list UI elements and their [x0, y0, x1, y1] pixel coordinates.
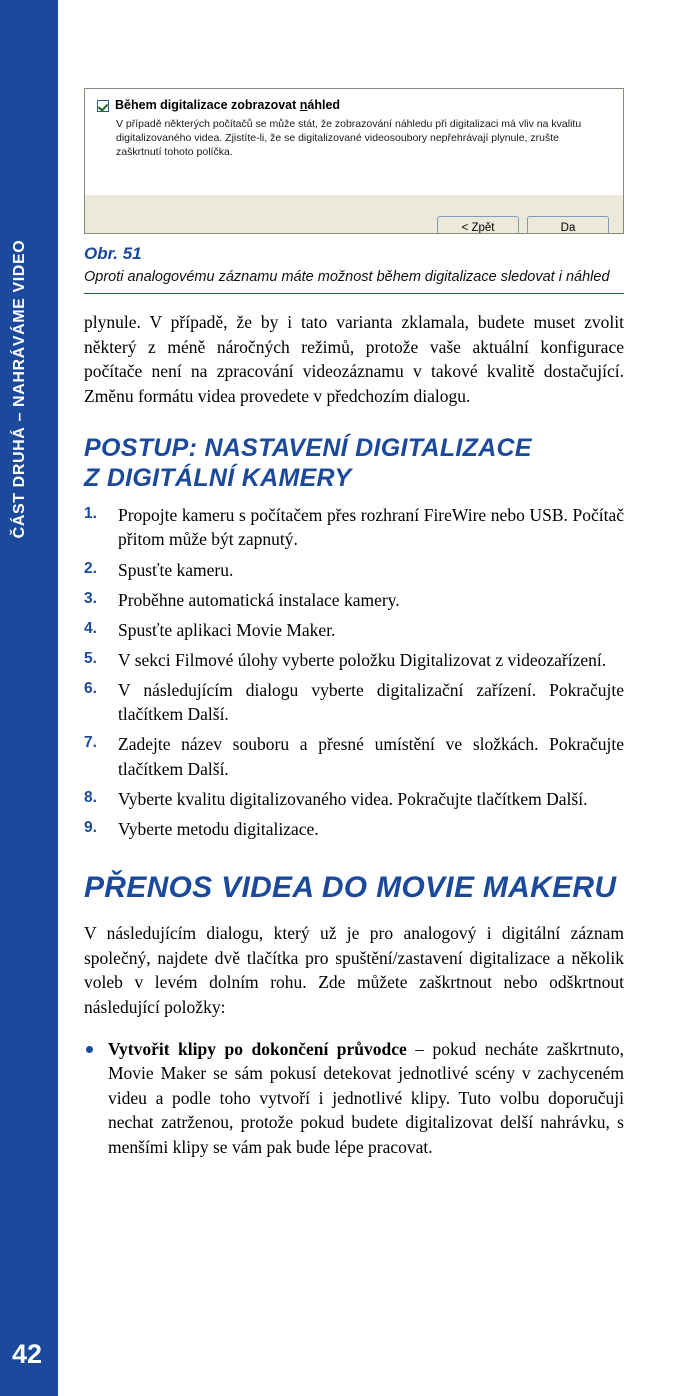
list-item: [84, 558, 624, 582]
step-text: V sekci Filmové úlohy vyberte položku Digitalizovat z videozařízení.: [118, 649, 607, 670]
list-item: [84, 503, 624, 551]
list-item: [84, 588, 624, 612]
list-item: [84, 678, 624, 726]
section-heading-line-2: Z DIGITÁLNÍ KAMERY: [84, 463, 352, 492]
dialog-description: V případě některých počítačů se může stát, že zobrazování náhledu při digitalizaci má vliv na kvalitu digitalizovaného videa. Zjistíte-li, že se digitalizované videosoubory nepřehrávají plynule, zrušte zaškrtnutí tohoto políčka.: [116, 118, 582, 159]
step-number: 1.: [84, 505, 97, 523]
step-number: 3.: [84, 589, 97, 607]
step-number: 8.: [84, 788, 97, 806]
step-text: Vyberte kvalitu digitalizovaného videa. Pokračujte tlačítkem Další.: [118, 788, 588, 809]
step-text: Propojte kameru s počítačem přes rozhraní FireWire nebo USB. Počítač přitom může být zapnutý.: [118, 505, 624, 550]
step-number: 6.: [84, 680, 97, 698]
step-number: 9.: [84, 818, 97, 836]
list-item: [84, 618, 624, 642]
figure-screenshot: [84, 88, 624, 234]
step-text: Vyberte metodu digitalizace.: [118, 818, 319, 839]
step-text: Spusťte aplikaci Movie Maker.: [118, 619, 336, 640]
checkbox-label-before: Během digitalizace zobrazovat: [115, 98, 300, 112]
list-item: [84, 817, 624, 841]
step-text: Proběhne automatická instalace kamery.: [118, 589, 400, 610]
dialog-button-bar: [85, 195, 623, 233]
list-item: [84, 1037, 624, 1160]
step-number: 4.: [84, 619, 97, 637]
body-paragraph-1: plynule. V případě, že by i tato varianta zklamala, budete muset zvolit některý z méně náročných režimů, protože vaše aktuální konfigurace počítače není na zpracování videozáznamu v takové kvalitě dostačující. Změnu formátu videa provedete v předchozím dialogu.: [84, 312, 624, 406]
list-item: [84, 787, 624, 811]
running-title: ČÁST DRUHÁ – NAHRÁVÁME VIDEO: [11, 239, 28, 539]
body-paragraph-2: V následujícím dialogu, který už je pro analogový i digitální záznam společný, najdete dvě tlačítka pro spuštění/zastavení digitalizace a několik voleb v levém dolním rohu. Zde můžete zaškrtnout nebo odškrtnout následující položky:: [84, 923, 624, 1017]
checkbox-icon[interactable]: [97, 100, 109, 112]
next-button[interactable]: Da: [527, 216, 609, 234]
checkbox-label-after: áhled: [307, 98, 341, 112]
dialog-panel: [85, 89, 623, 196]
checkbox-label-accesskey: n: [299, 98, 308, 112]
figure-caption-text: Oproti analogovému záznamu máte možnost během digitalizace sledovat i náhled: [84, 268, 624, 294]
step-text: V následujícím dialogu vyberte digitalizační zařízení. Pokračujte tlačítkem Další.: [118, 680, 624, 725]
list-item: [84, 648, 624, 672]
page-number: 42: [12, 1339, 43, 1369]
page-content: [84, 0, 624, 1159]
step-number: 7.: [84, 734, 97, 752]
preview-checkbox-label: [115, 98, 340, 112]
list-item: [84, 732, 624, 780]
step-number: 5.: [84, 649, 97, 667]
back-button[interactable]: < Zpět: [437, 216, 519, 234]
section-heading-line-1: POSTUP: NASTAVENÍ DIGITALIZACE: [84, 434, 532, 463]
sidebar: [0, 0, 58, 1396]
steps-list: [84, 503, 624, 841]
chapter-heading: PŘENOS VIDEA DO MOVIE MAKERU: [84, 870, 617, 904]
bullet-text: – pokud necháte zaškrtnuto, Movie Maker se sám pokusí detekovat jednotlivé scény v zachyceném videu a podle toho vytvoří i jednotlivé klipy. Tuto volbu doporučuji nechat zatrženou, protože pokud budete digitalizovat delší nahrávku, s menšími klipy se vám pak bude lépe pracovat.: [108, 1038, 624, 1157]
bullet-lead: Vytvořit klipy po dokončení průvodce: [108, 1038, 407, 1059]
section-heading: [84, 434, 624, 493]
bullet-dot-icon: [86, 1046, 93, 1053]
preview-checkbox-row[interactable]: [97, 98, 611, 112]
figure-caption-number: Obr. 51: [84, 244, 142, 263]
step-text: Zadejte název souboru a přesné umístění ve složkách. Pokračujte tlačítkem Další.: [118, 734, 624, 779]
step-number: 2.: [84, 559, 97, 577]
bullet-list: [84, 1037, 624, 1160]
step-text: Spusťte kameru.: [118, 559, 234, 580]
